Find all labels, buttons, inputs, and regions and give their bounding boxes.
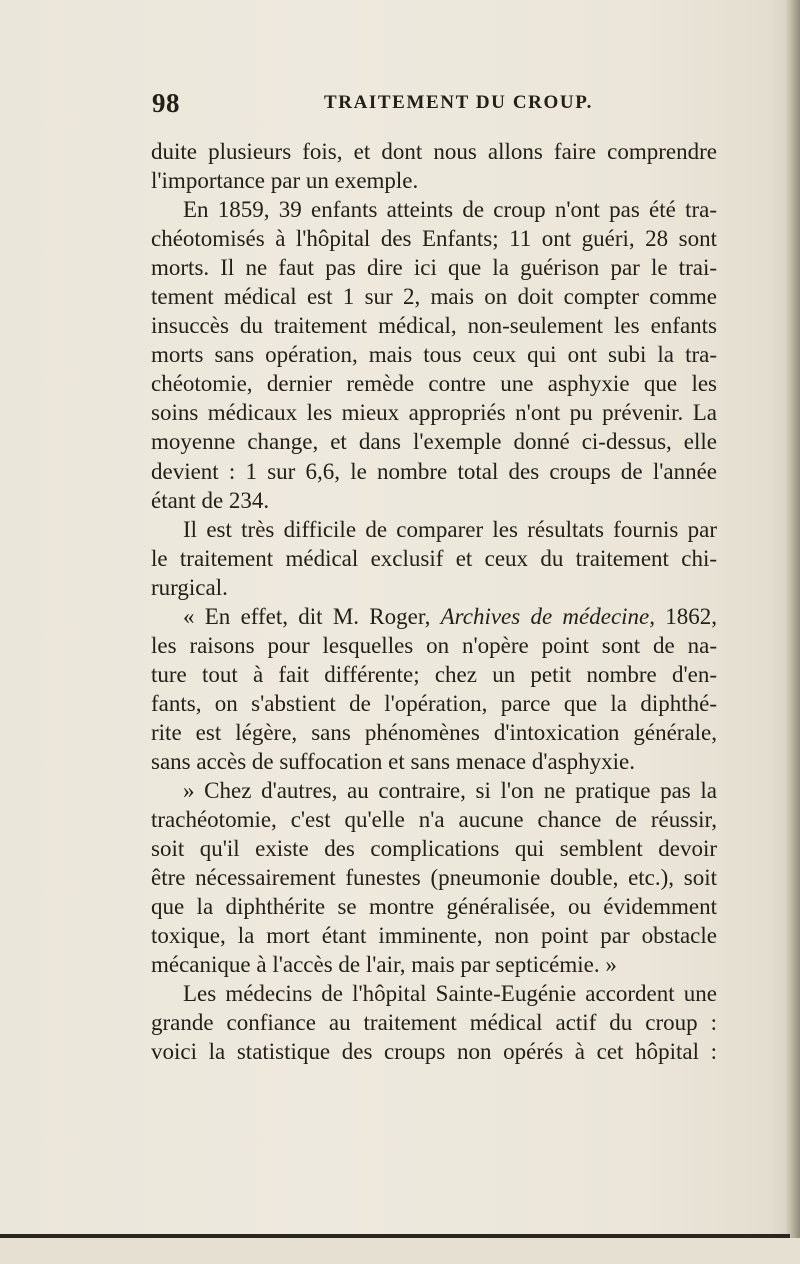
text-line: soit qu'il existe des complications qui semblent devoir (151, 836, 717, 862)
citation-year: 1862, (665, 603, 717, 629)
body-text (151, 137, 717, 1067)
text-line-citation (151, 602, 717, 631)
text-line: chéotomie, dernier remède contre une asphyxie que les (151, 371, 717, 397)
text-line: duite plusieurs fois, et dont nous allons faire comprendre (151, 139, 717, 164)
text-line: Il est très difficile de comparer les résultats fournis par (183, 516, 717, 542)
text-line: toxique, la mort étant imminente, non point par obstacle (151, 923, 717, 949)
text-line: l'importance par un exemple. (151, 168, 419, 194)
text-line: rite est légère, sans phénomènes d'intoxication générale, (151, 719, 717, 745)
text-line: que la diphthérite se montre généralisée, ou évidemment (151, 894, 717, 920)
text-line: rurgical. (151, 574, 228, 600)
text-line: Les médecins de l'hôpital Sainte-Eugénie accordent une (183, 981, 717, 1007)
text-line: ture tout à fait différente; chez un petit nombre d'en- (151, 661, 717, 687)
bottom-margin (0, 1238, 800, 1264)
text-line: être nécessairement funestes (pneumonie double, etc.), soit (151, 865, 717, 891)
text-line: les raisons pour lesquelles on n'opère point sont de na- (151, 632, 717, 658)
text-line: En 1859, 39 enfants atteints de croup n'ont pas été tra- (183, 197, 717, 223)
text-line: morts. Il ne faut pas dire ici que la guérison par le trai- (151, 255, 717, 281)
text-line: » Chez d'autres, au contraire, si l'on ne pratique pas la (183, 778, 717, 804)
page-header (152, 88, 732, 122)
text-line: moyenne change, et dans l'exemple donné ci-dessus, elle (151, 429, 717, 455)
text-line: le traitement médical exclusif et ceux du traitement chi- (151, 545, 717, 571)
text-line: voici la statistique des croups non opérés à cet hôpital : (151, 1039, 717, 1065)
text-line: mécanique à l'accès de l'air, mais par septicémie. » (151, 952, 617, 978)
text-line: devient : 1 sur 6,6, le nombre total des croups de l'année (151, 458, 717, 484)
text-line: fants, on s'abstient de l'opération, parce que la diphthé- (151, 690, 717, 716)
text-line: sans accès de suffocation et sans menace d'asphyxie. (151, 748, 635, 774)
journal-title: Archives de médecine, (440, 603, 656, 629)
text-line: insuccès du traitement médical, non-seulement les enfants (151, 313, 717, 339)
text-line: grande confiance au traitement médical actif du croup : (151, 1010, 717, 1036)
page-number: 98 (152, 88, 180, 118)
running-title: TRAITEMENT DU CROUP. (324, 92, 594, 113)
text-line: tement médical est 1 sur 2, mais on doit compter comme (151, 284, 717, 310)
text-line: morts sans opération, mais tous ceux qui ont subi la tra- (151, 342, 717, 368)
text-line: soins médicaux les mieux appropriés n'ont pu prévenir. La (151, 400, 717, 426)
citation-lead: « En effet, dit M. Roger, (183, 603, 431, 629)
page-right-edge (786, 0, 800, 1264)
text-line: étant de 234. (151, 487, 270, 513)
text-line: trachéotomie, c'est qu'elle n'a aucune chance de réussir, (151, 807, 717, 833)
text-line: chéotomisés à l'hôpital des Enfants; 11 ont guéri, 28 sont (151, 226, 717, 252)
